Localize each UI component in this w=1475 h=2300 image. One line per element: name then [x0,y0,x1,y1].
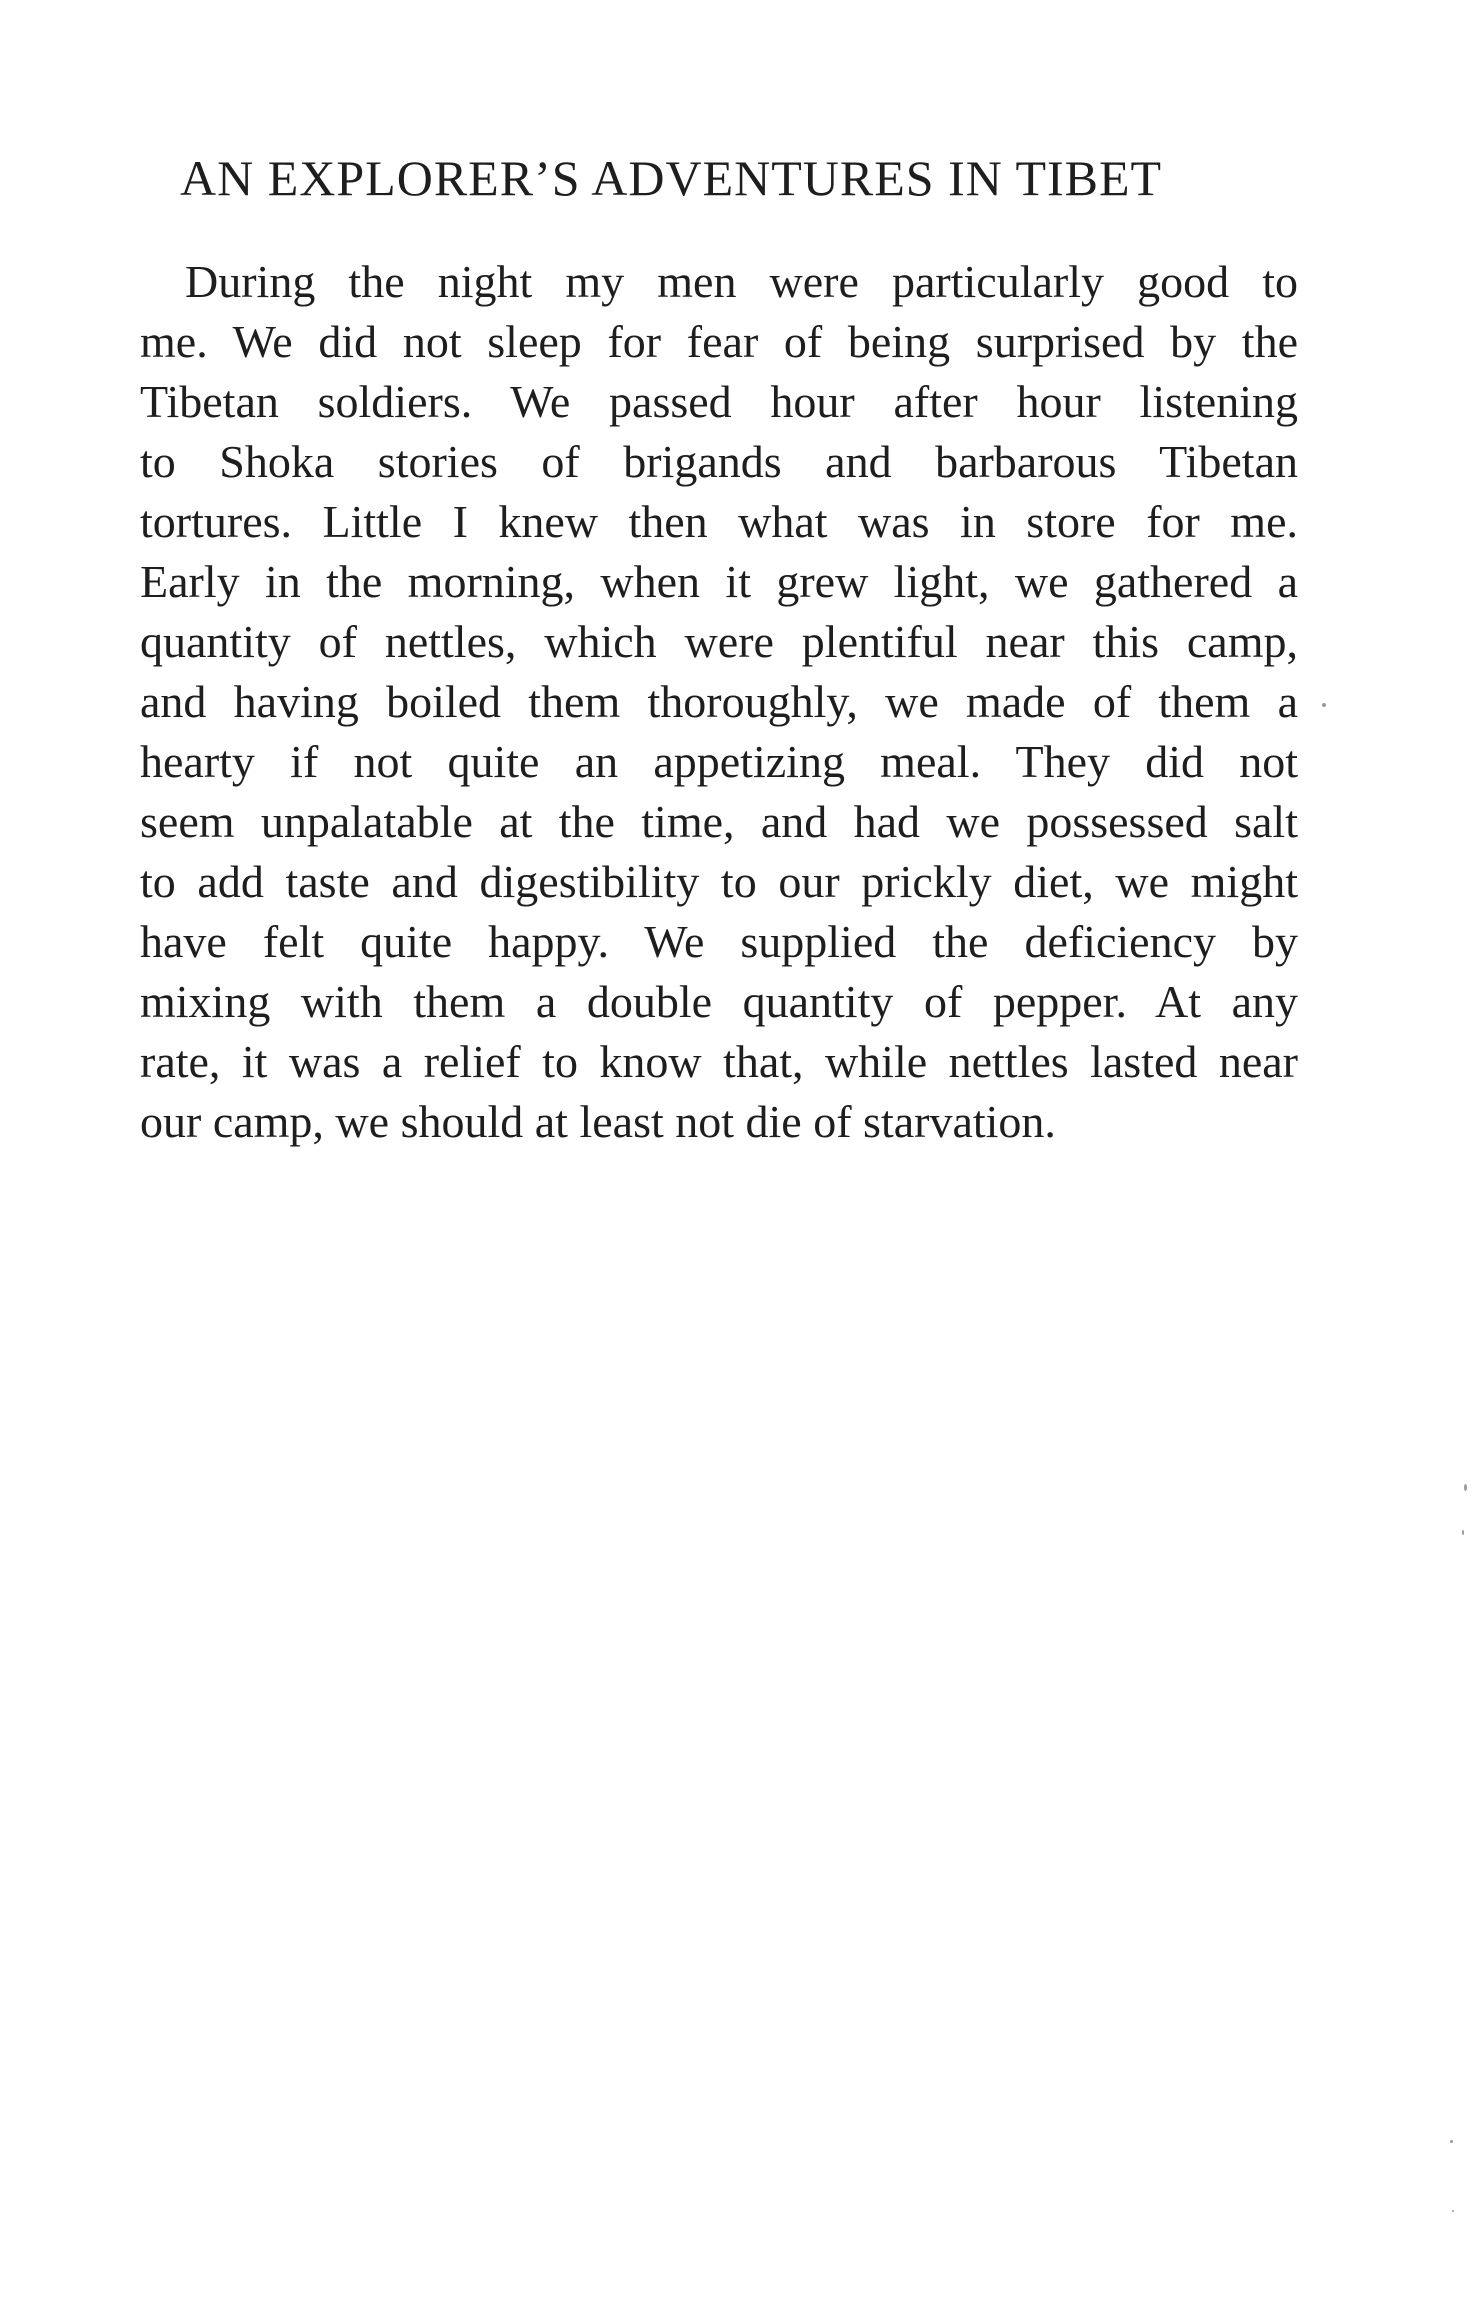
paragraph-line-15: our camp, we should at least not die of starvation. [140,1096,1056,1147]
paragraph-line-8: and having boiled them thoroughly, we made of them a [140,676,1298,727]
paragraph-line-11: to add taste and digestibility to our prickly diet, we might [140,856,1298,907]
scan-speck [1450,2140,1453,2143]
paragraph-line-10: seem unpalatable at the time, and had we possessed salt [140,796,1298,847]
running-head: AN EXPLORER’S ADVENTURES IN TIBET [180,150,1163,206]
paragraph-line-12: have felt quite happy. We supplied the deficiency by [140,916,1298,967]
scan-speck [1322,703,1326,707]
scan-speck [1452,2210,1454,2212]
paragraph-line-13: mixing with them a double quantity of pepper. At any [140,976,1298,1027]
paragraph-line-2: me. We did not sleep for fear of being surprised by the [140,316,1298,367]
paragraph-line-9: hearty if not quite an appetizing meal. They did not [140,736,1298,787]
scan-speck [1462,1530,1464,1535]
body-paragraph [140,252,1298,1152]
scan-speck [1464,1484,1467,1491]
paragraph-line-5: tortures. Little I knew then what was in store for me. [140,496,1298,547]
paragraph-line-3: Tibetan soldiers. We passed hour after hour listening [140,376,1298,427]
paragraph-line-7: quantity of nettles, which were plentiful near this camp, [140,616,1298,667]
paragraph-line-14: rate, it was a relief to know that, while nettles lasted near [140,1036,1298,1087]
paragraph-line-4: to Shoka stories of brigands and barbarous Tibetan [140,436,1298,487]
paragraph-line-1: During the night my men were particularly good to [185,256,1298,307]
paragraph-line-6: Early in the morning, when it grew light, we gathered a [140,556,1298,607]
